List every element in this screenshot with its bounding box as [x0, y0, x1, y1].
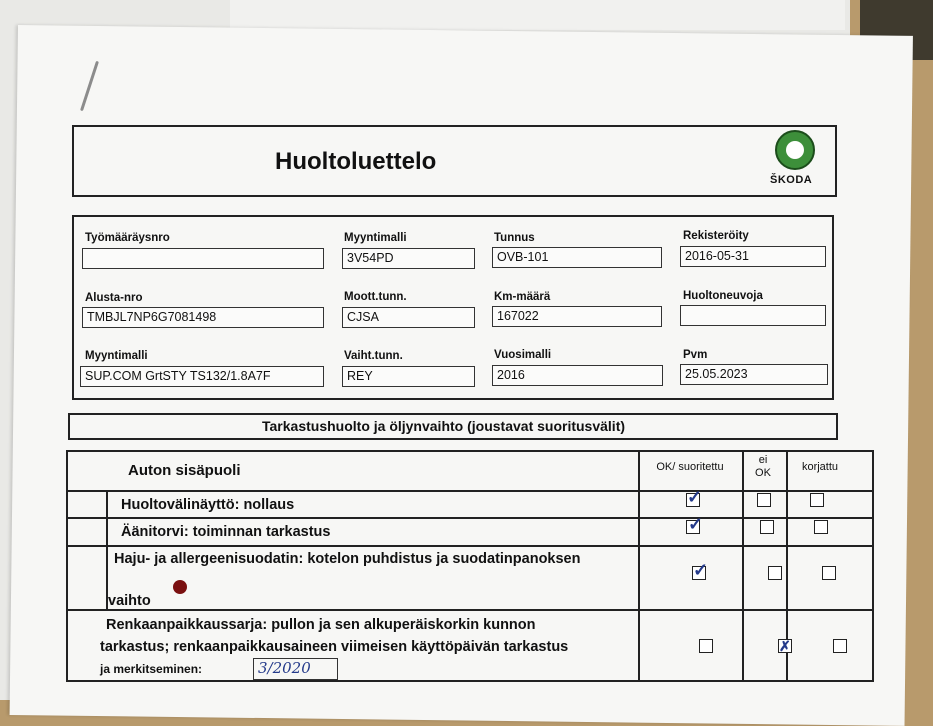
field-rekisteroity[interactable]: 2016-05-31	[680, 246, 826, 267]
row-4-text-line-2: tarkastus; renkaanpaikkausaineen viimeisen käyttöpäivän tarkastus	[100, 639, 569, 655]
field-myyntimalli[interactable]: 3V54PD	[342, 248, 475, 269]
row-3-text-line-1: Haju- ja allergeenisuodatin: kotelon puhdistus ja suodatinpanoksen	[114, 551, 581, 567]
row-3-ei-ok-checkbox[interactable]	[768, 566, 782, 580]
field-moott-tunn[interactable]: CJSA	[342, 307, 475, 328]
table-header-divider	[66, 490, 874, 492]
field-pvm[interactable]: 25.05.2023	[680, 364, 828, 385]
field-km-maara[interactable]: 167022	[492, 306, 662, 327]
row-4-ei-ok-cross-icon: ✗	[779, 638, 791, 654]
col-header-ei: ei	[758, 454, 768, 466]
row-4-text-line-1: Renkaanpaikkaussarja: pullon ja sen alkuperäiskorkin kunnon	[106, 617, 536, 633]
label-km-maara: Km-määrä	[494, 291, 551, 303]
row-3-text-line-2: vaihto	[108, 593, 151, 609]
row-1-ok-check-icon: ✓	[687, 487, 703, 507]
label-moott-tunn: Moott.tunn.	[344, 291, 407, 303]
row-1-text: Huoltovälinäyttö: nollaus	[121, 497, 295, 513]
label-myyntimalli-2: Myyntimalli	[85, 350, 148, 362]
row-3-korjattu-checkbox[interactable]	[822, 566, 836, 580]
brand-name: ŠKODA	[770, 174, 813, 186]
group-title: Auton sisäpuoli	[128, 462, 241, 479]
field-tunnus[interactable]: OVB-101	[492, 247, 662, 268]
row-1-ei-ok-checkbox[interactable]	[757, 493, 771, 507]
label-myyntimalli: Myyntimalli	[344, 232, 407, 244]
back-sheet-top	[230, 0, 845, 30]
col-divider	[638, 450, 640, 682]
row-4-ok-checkbox[interactable]	[699, 639, 713, 653]
ink-spot	[173, 580, 187, 594]
label-tunnus: Tunnus	[494, 232, 535, 244]
field-vaiht-tunn[interactable]: REY	[342, 366, 475, 387]
title-box	[72, 125, 837, 197]
indent-divider	[106, 490, 108, 610]
field-huoltoneuvoja[interactable]	[680, 305, 826, 326]
col-header-ei-ok: OK	[755, 467, 771, 479]
col-header-ok: OK/ suoritettu	[656, 461, 724, 473]
tire-sealant-handwritten-date: 3/2020	[258, 659, 311, 677]
row-2-ei-ok-checkbox[interactable]	[760, 520, 774, 534]
form-title: Huoltoluettelo	[275, 148, 437, 175]
row-4-text-line-3: ja merkitseminen:	[100, 662, 203, 676]
row-divider	[66, 545, 874, 547]
row-divider	[66, 517, 874, 519]
field-tyomaaraysnro[interactable]	[82, 248, 324, 269]
row-2-text: Äänitorvi: toiminnan tarkastus	[121, 524, 331, 540]
row-2-ok-check-icon: ✓	[688, 514, 704, 534]
row-1-korjattu-checkbox[interactable]	[810, 493, 824, 507]
label-alusta-nro: Alusta-nro	[85, 292, 143, 304]
field-myyntimalli-2[interactable]: SUP.COM GrtSTY TS132/1.8A7F	[80, 366, 324, 387]
section-title: Tarkastushuolto ja öljynvaihto (joustavat suoritusvälit)	[262, 418, 626, 434]
col-header-korjattu: korjattu	[801, 461, 839, 473]
row-divider	[66, 609, 874, 611]
col-divider	[742, 450, 744, 682]
label-rekisteroity: Rekisteröity	[683, 230, 749, 242]
label-vaiht-tunn: Vaiht.tunn.	[344, 350, 403, 362]
row-3-ok-check-icon: ✓	[693, 560, 709, 580]
label-pvm: Pvm	[683, 349, 708, 361]
row-2-korjattu-checkbox[interactable]	[814, 520, 828, 534]
label-vuosimalli: Vuosimalli	[494, 349, 552, 361]
row-4-korjattu-checkbox[interactable]	[833, 639, 847, 653]
label-huoltoneuvoja: Huoltoneuvoja	[683, 290, 763, 302]
field-alusta-nro[interactable]: TMBJL7NP6G7081498	[82, 307, 324, 328]
field-vuosimalli[interactable]: 2016	[492, 365, 663, 386]
label-tyomaaraysnro: Työmääräysnro	[85, 232, 170, 244]
skoda-logo-icon	[775, 130, 815, 170]
